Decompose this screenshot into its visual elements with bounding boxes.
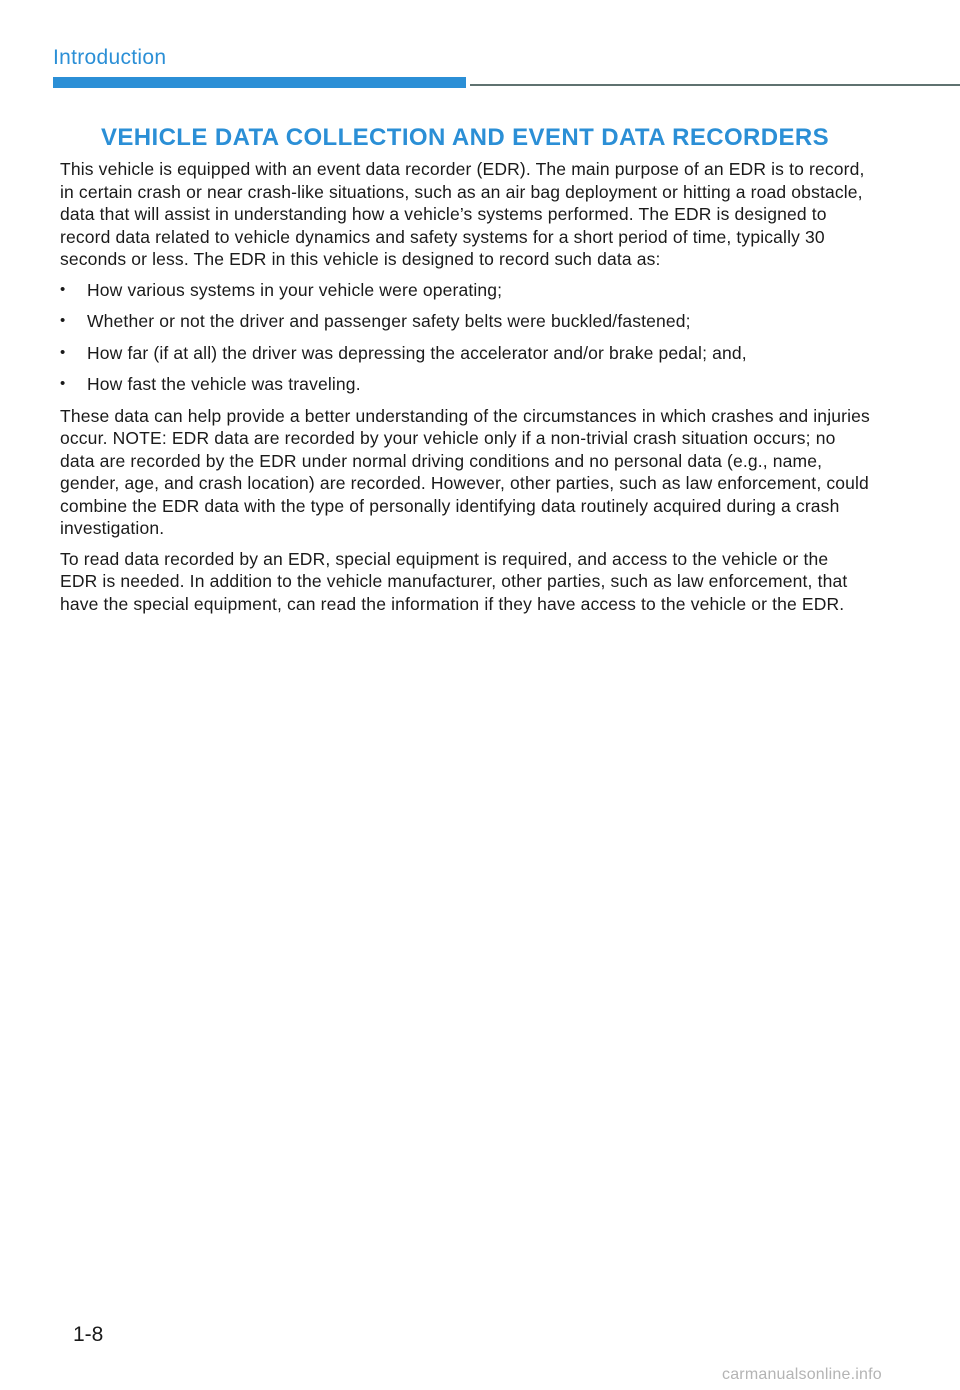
understanding-paragraph: These data can help provide a better understanding of the circumstances in which crashes and injuries occur. NOTE: EDR data are recorded by your vehicle only if a non-trivial crash situation occurs; no data are recorded by the EDR under normal driving conditions and no personal data (e.g., name, gender, age, and crash location) are recorded. However, other parties, such as law enforcement, could combine the EDR data with the type of personally identifying data routinely acquired during a crash investigation. — [60, 405, 870, 538]
page-heading: VEHICLE DATA COLLECTION AND EVENT DATA RECORDERS — [100, 124, 830, 151]
recorded-data-list — [60, 279, 870, 396]
list-item: • How far (if at all) the driver was depressing the accelerator and/or brake pedal; and, — [60, 342, 870, 365]
access-paragraph: To read data recorded by an EDR, special equipment is required, and access to the vehicle or the EDR is needed. In addition to the vehicle manufacturer, other parties, such as law enforcement, that have the special equipment, can read the information if they have access to the vehicle or the EDR. — [60, 548, 848, 614]
header-divider — [470, 84, 960, 86]
section-title: Introduction — [53, 46, 167, 69]
page-number: 1-8 — [73, 1323, 104, 1346]
page-content — [60, 124, 870, 623]
list-item: • How various systems in your vehicle were operating; — [60, 279, 870, 302]
list-item: • How fast the vehicle was traveling. — [60, 373, 870, 396]
list-item: • Whether or not the driver and passenger safety belts were buckled/fastened; — [60, 310, 870, 333]
header-accent-bar — [53, 77, 466, 88]
watermark: carmanualsonline.info — [722, 1366, 882, 1383]
intro-paragraph: This vehicle is equipped with an event data recorder (EDR). The main purpose of an EDR is to record, in certain crash or near crash-like situations, such as an air bag deployment or hitting a road obstacle, data that will assist in understanding how a vehicle’s systems performed. The EDR is designed to record data related to vehicle dynamics and safety systems for a short period of time, typically 30 seconds or less. The EDR in this vehicle is designed to record such data as: — [60, 159, 865, 269]
